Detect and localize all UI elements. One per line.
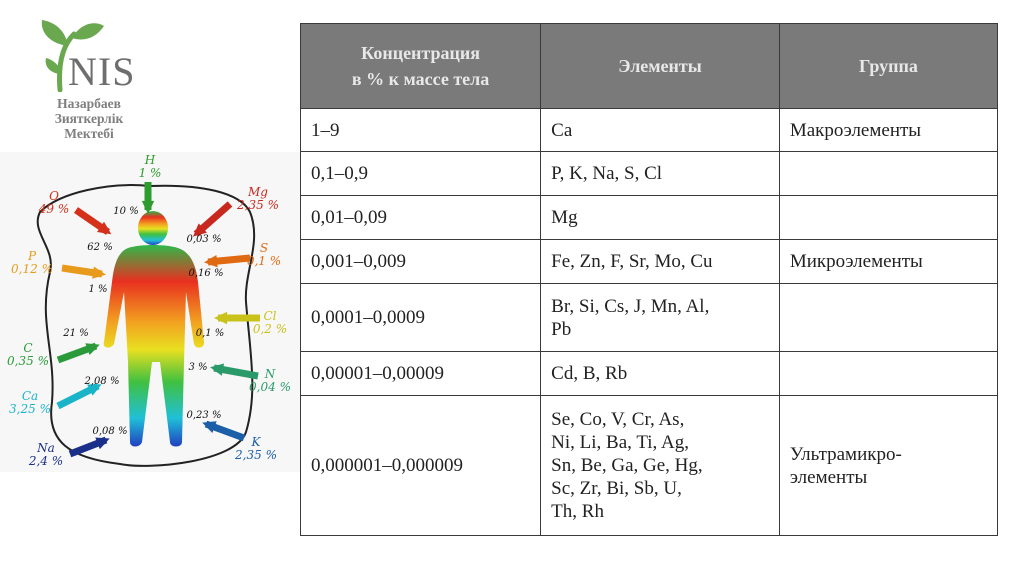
element-symbol: N (264, 367, 276, 381)
cell-group (779, 152, 997, 196)
body-composition-figure (0, 152, 300, 472)
header-group: Группа (779, 24, 997, 109)
cell-elements: Cd, B, Rb (541, 352, 780, 396)
arrowhead-icon (204, 255, 218, 267)
inner-percent: 10 % (113, 206, 139, 217)
cell-concentration: 1–9 (301, 109, 541, 152)
inner-percent: 0,1 % (195, 328, 225, 339)
cell-elements: Fe, Zn, F, Sr, Mo, Cu (541, 240, 780, 284)
cell-concentration: 0,000001–0,000009 (301, 396, 541, 536)
inner-percent: 0,08 % (92, 426, 128, 437)
inner-percent: 0,03 % (186, 234, 222, 245)
cell-group (779, 352, 997, 396)
cell-group: Микроэлементы (779, 240, 997, 284)
inner-percent: 0,23 % (186, 410, 222, 421)
cell-group: Ультрамикро- элементы (779, 396, 997, 536)
element-symbol: O (49, 189, 59, 203)
element-symbol: H (144, 153, 156, 167)
logo-subtitle-line: Зияткерлік (54, 111, 124, 126)
table-row (301, 396, 998, 536)
element-percent: 0,1 % (246, 254, 282, 268)
cell-elements: Br, Si, Cs, J, Mn, Al, Pb (541, 284, 780, 352)
logo-subtitle-line: Мектебі (64, 126, 114, 141)
element-symbol: P (27, 249, 37, 263)
element-percent: 0,35 % (7, 354, 49, 368)
inner-percent: 1 % (88, 284, 108, 295)
table-row (301, 352, 998, 396)
cell-group (779, 284, 997, 352)
element-symbol: Na (37, 441, 55, 455)
table-row (301, 284, 998, 352)
arrowhead-icon (85, 343, 99, 355)
inner-percent: 21 % (63, 328, 89, 339)
cell-concentration: 0,00001–0,00009 (301, 352, 541, 396)
concentration-table (300, 23, 998, 536)
element-percent: 2,4 % (28, 454, 64, 468)
cell-concentration: 0,01–0,09 (301, 196, 541, 240)
element-arrows (0, 152, 300, 472)
header-concentration: Концентрация в % к массе тела (301, 24, 541, 109)
arrowhead-icon (202, 421, 216, 433)
arrowhead-icon (142, 201, 154, 214)
cell-elements: Ca (541, 109, 780, 152)
cell-elements: Se, Co, V, Cr, As, Ni, Li, Ba, Ti, Ag, Sn, Be, Ga, Ge, Hg, Sc, Zr, Bi, Sb, U, Th, Rh (541, 396, 780, 536)
element-percent: 3,25 % (9, 402, 51, 416)
cell-concentration: 0,0001–0,0009 (301, 284, 541, 352)
inner-percent: 3 % (188, 362, 208, 373)
table-row (301, 109, 998, 152)
cell-group (779, 196, 997, 240)
cell-elements: P, K, Na, S, Cl (541, 152, 780, 196)
nis-logo (14, 10, 154, 150)
element-symbol: Ca (21, 389, 39, 403)
element-symbol: Mg (248, 185, 268, 199)
element-percent: 0,2 % (252, 322, 288, 336)
cell-group: Макроэлементы (779, 109, 997, 152)
cell-concentration: 0,001–0,009 (301, 240, 541, 284)
inner-percent: 0,16 % (188, 268, 224, 279)
table-row (301, 240, 998, 284)
cell-elements: Mg (541, 196, 780, 240)
header-elements: Элементы (541, 24, 780, 109)
element-symbol: C (23, 341, 33, 355)
element-percent: 2,35 % (237, 198, 279, 212)
logo-subtitle (34, 96, 144, 141)
element-percent: 49 % (38, 202, 70, 216)
inner-percent: 2,08 % (84, 376, 120, 387)
table-row (301, 152, 998, 196)
element-symbol: Cl (263, 309, 277, 323)
element-percent: 0,12 % (11, 262, 53, 276)
element-symbol: K (251, 435, 261, 449)
inner-percent: 62 % (87, 242, 113, 253)
element-percent: 1 % (138, 166, 162, 180)
table-header-row (301, 24, 998, 109)
logo-subtitle-line: Назарбаев (57, 96, 121, 111)
cell-concentration: 0,1–0,9 (301, 152, 541, 196)
table-row (301, 196, 998, 240)
logo-name: NIS (68, 49, 136, 94)
element-percent: 0,04 % (249, 380, 291, 394)
arrowhead-icon (214, 312, 227, 324)
element-percent: 2,35 % (235, 448, 277, 462)
element-symbol: S (259, 241, 269, 255)
